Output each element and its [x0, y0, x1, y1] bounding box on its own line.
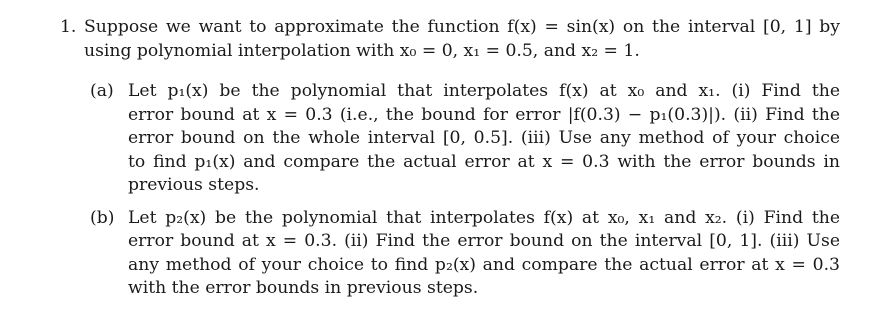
- part-line: with the error bounds in previous steps.: [128, 278, 479, 298]
- problem-statement: [60, 16, 840, 63]
- part-line: Let p₂(x) be the polynomial that interpolates f(x) at x₀, x₁ and x₂. (i) Find the: [128, 207, 840, 228]
- part-line: error bound on the whole interval [0, 0.5]. (iii) Use any method of your choice: [128, 128, 840, 148]
- part-label: (b): [90, 207, 115, 228]
- part-line: previous steps.: [128, 175, 260, 195]
- problem-parts: [60, 80, 840, 301]
- problem-line: Suppose we want to approximate the function f(x) = sin(x) on the interval [0, 1] by: [84, 17, 840, 37]
- problem-line: using polynomial interpolation with x₀ = 0, x₁ = 0.5, and x₂ = 1.: [84, 40, 640, 61]
- part-b: [90, 207, 840, 301]
- part-line: to find p₁(x) and compare the actual error at x = 0.3 with the error bounds in: [128, 151, 840, 172]
- problem-1: [60, 16, 840, 301]
- part-label: (a): [90, 81, 114, 101]
- problem-number: 1.: [60, 17, 77, 37]
- part-a: [90, 80, 840, 198]
- part-line: error bound at x = 0.3 (i.e., the bound for error |f(0.3) − p₁(0.3)|). (ii) Find the: [128, 104, 840, 125]
- part-line: Let p₁(x) be the polynomial that interpolates f(x) at x₀ and x₁. (i) Find the: [128, 81, 840, 101]
- part-line: any method of your choice to find p₂(x) and compare the actual error at x = 0.3: [128, 254, 840, 275]
- part-line: error bound at x = 0.3. (ii) Find the error bound on the interval [0, 1]. (iii) Use: [128, 231, 840, 251]
